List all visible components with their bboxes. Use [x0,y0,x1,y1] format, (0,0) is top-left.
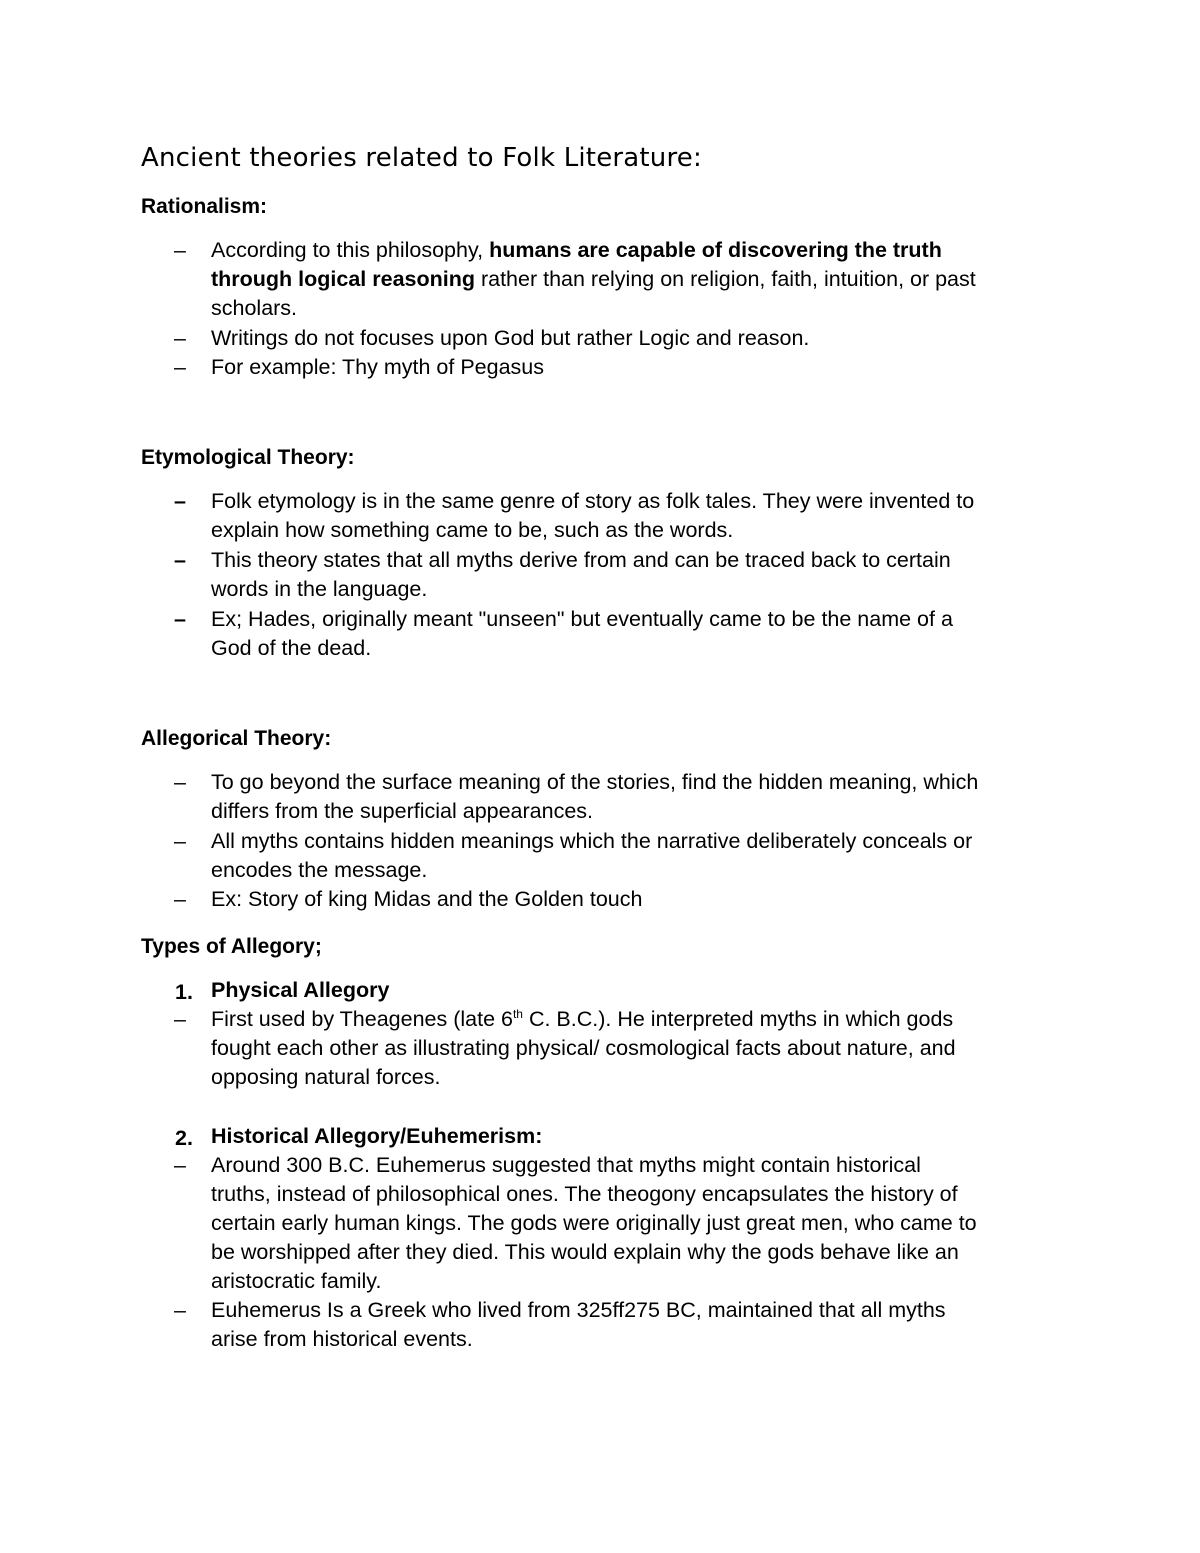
bullet-dash: – [174,1007,186,1031]
historical-allegory-bullet-2-line-2: arise from historical events. [211,1327,473,1351]
allegorical-bullet-3: Ex: Story of king Midas and the Golden touch [211,887,643,911]
section-heading-allegorical: Allegorical Theory: [141,727,332,750]
page-title: Ancient theories related to Folk Literature: [141,143,702,173]
bullet-dash: – [174,326,186,350]
list-number-2: 2. [175,1126,193,1150]
historical-allegory-bullet-1-line-1: Around 300 B.C. Euhemerus suggested that myths might contain historical [211,1153,921,1177]
section-heading-etymological: Etymological Theory: [141,446,355,469]
rationalism-bullet-3: For example: Thy myth of Pegasus [211,355,544,379]
bullet-dash: – [174,1153,186,1177]
historical-allegory-label [211,1126,542,1148]
bullet-dash: – [174,607,186,631]
bullet-dash: – [174,489,186,513]
historical-allegory-bullet-2-line-1: Euhemerus Is a Greek who lived from 325ff275 BC, maintained that all myths [211,1298,946,1322]
etymological-bullet-3-line-1: Ex; Hades, originally meant "unseen" but eventually came to be the name of a [211,607,953,631]
physical-allegory-line-2: fought each other as illustrating physical/ cosmological facts about nature, and [211,1036,956,1060]
etymological-bullet-1-line-2: explain how something came to be, such as the words. [211,518,734,542]
historical-allegory-bullet-1-line-4: be worshipped after they died. This would explain why the gods behave like an [211,1240,959,1264]
etymological-bullet-2-line-2: words in the language. [211,577,428,601]
bold-text-run: humans are capable of discovering the truth [489,238,942,262]
bold-text-run: Historical Allegory/Euhemerism: [211,1124,543,1148]
bold-text-run: Physical Allegory [211,978,390,1002]
allegorical-bullet-1-line-1: To go beyond the surface meaning of the stories, find the hidden meaning, which [211,770,979,794]
rationalism-bullet-1-line-3: scholars. [211,296,298,320]
section-heading-types: Types of Allegory; [141,935,322,958]
bullet-dash: – [174,238,186,262]
text-run: First used by Theagenes (late 6 [211,1007,513,1031]
bold-text-run: through logical reasoning [211,267,475,291]
historical-allegory-bullet-1-line-5: aristocratic family. [211,1269,382,1293]
bullet-dash: – [174,887,186,911]
etymological-bullet-2-line-1: This theory states that all myths derive from and can be traced back to certain [211,548,951,572]
etymological-bullet-1-line-1: Folk etymology is in the same genre of story as folk tales. They were invented to [211,489,975,513]
rationalism-bullet-1-line-2 [211,269,976,291]
superscript-text: th [512,1006,523,1021]
text-run: According to this philosophy, [211,238,490,262]
physical-allegory-label [211,980,389,1002]
text-run: rather than relying on religion, faith, intuition, or past [474,267,976,291]
allegorical-bullet-2-line-2: encodes the message. [211,858,428,882]
section-heading-rationalism: Rationalism: [141,195,268,218]
bullet-dash: – [174,548,186,572]
rationalism-bullet-2: Writings do not focuses upon God but rather Logic and reason. [211,326,810,350]
bullet-dash: – [174,1298,186,1322]
rationalism-bullet-1-line-1 [211,240,942,262]
bullet-dash: – [174,829,186,853]
historical-allegory-bullet-1-line-2: truths, instead of philosophical ones. The theogony encapsulates the history of [211,1182,958,1206]
physical-allegory-line-3: opposing natural forces. [211,1065,441,1089]
allegorical-bullet-2-line-1: All myths contains hidden meanings which the narrative deliberately conceals or [211,829,973,853]
bullet-dash: – [174,770,186,794]
allegorical-bullet-1-line-2: differs from the superficial appearances. [211,799,594,823]
list-number-1: 1. [175,980,193,1004]
text-run: C. B.C.). He interpreted myths in which gods [522,1007,954,1031]
historical-allegory-bullet-1-line-3: certain early human kings. The gods were originally just great men, who came to [211,1211,977,1235]
physical-allegory-line-1 [211,1006,954,1031]
etymological-bullet-3-line-2: God of the dead. [211,636,372,660]
bullet-dash: – [174,355,186,379]
